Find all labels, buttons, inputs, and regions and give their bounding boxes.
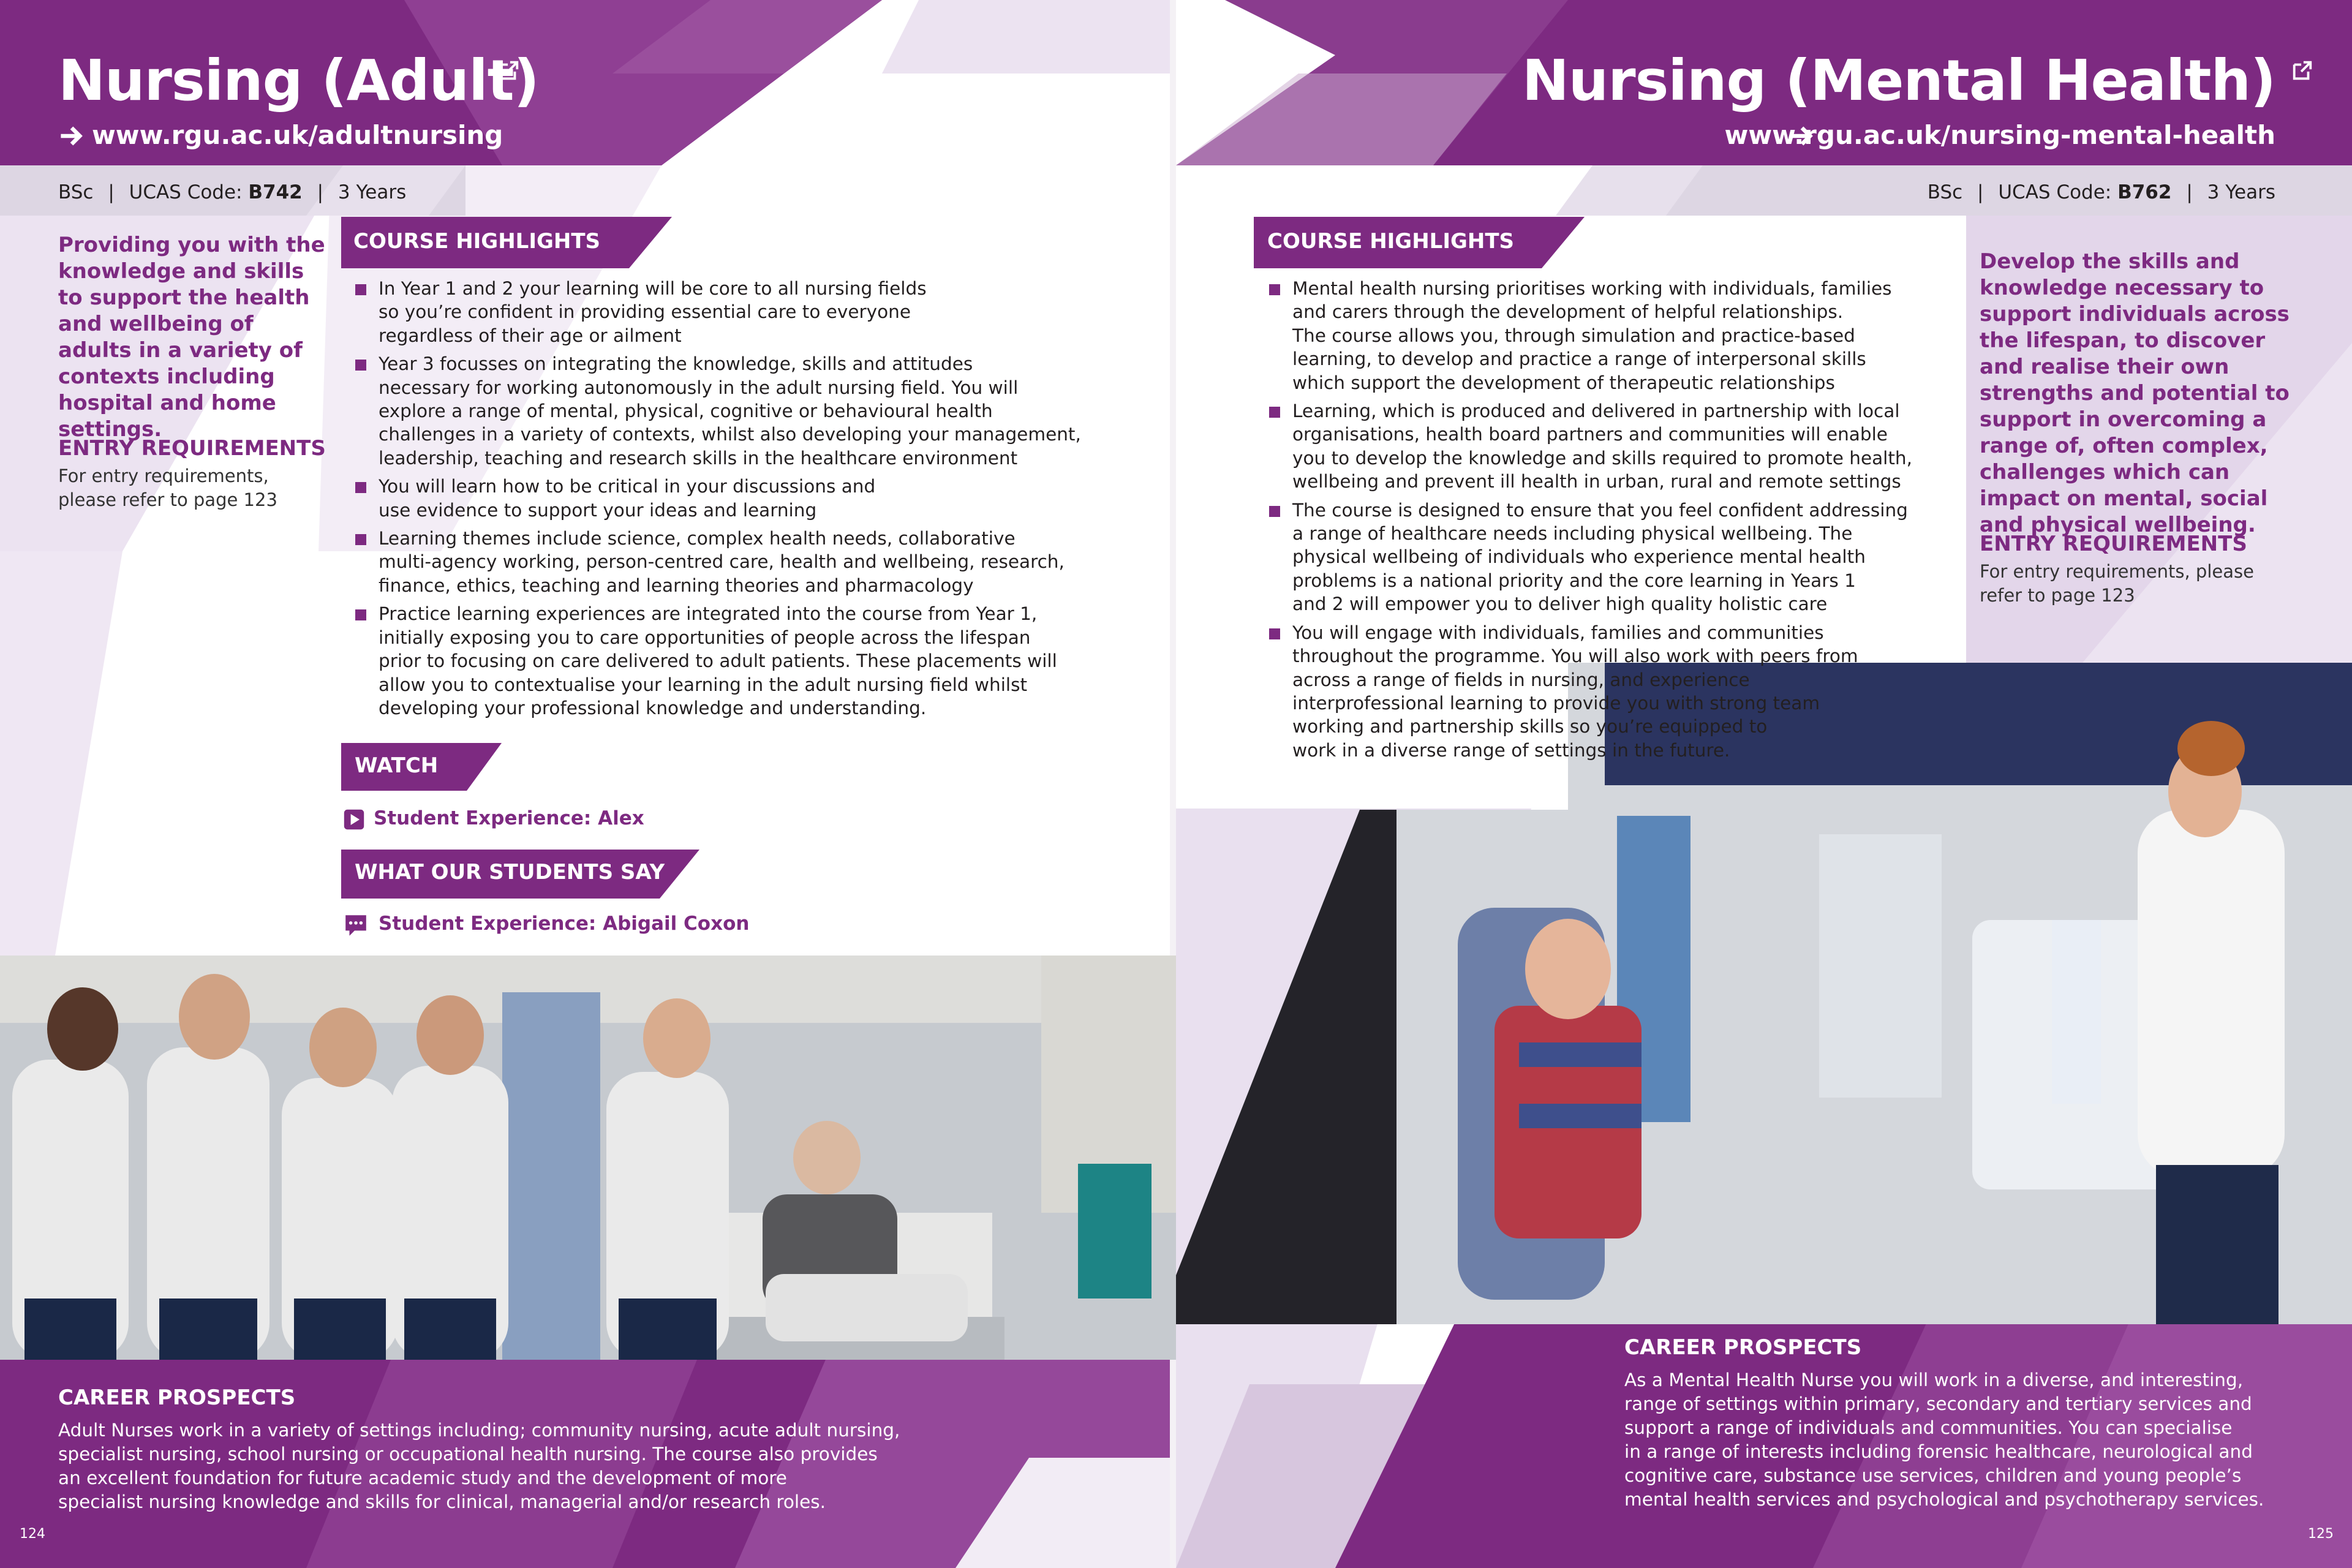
entry-requirements-heading-left: ENTRY REQUIREMENTS: [58, 436, 326, 461]
highlight-item: [355, 602, 1115, 720]
course-highlights-tag-right: COURSE HIGHLIGHTS: [1254, 217, 1585, 268]
highlight-item: [355, 352, 1115, 470]
highlight-text: Mental health nursing prioritises working with individuals, families and carers through the development of helpful relationships. The course allows you, through simulation and practice-based learning, to develop and practice a range of interpersonal skills which support the development of therapeutic relationships: [1292, 278, 1892, 393]
square-bullet-icon: [355, 482, 366, 493]
students-say-tag: WHAT OUR STUDENTS SAY: [341, 850, 699, 901]
square-bullet-icon: [1269, 628, 1280, 639]
career-prospects-text-right: As a Mental Health Nurse you will work in a diverse, and interesting, range of settings within primary, secondary and tertiary services and support a range of individuals and communities. You can specialise in a range of interests including forensic healthcare, neurological and cognitive care, substance use services, children and young people’s mental health services and psychological and psychotherapy services.: [1624, 1370, 2264, 1510]
highlight-text: The course is designed to ensure that you feel confident addressing a range of healthcare needs including physical wellbeing. The physical wellbeing of individuals who experience mental health problems is a national priority and the core learning in Years 1 and 2 will empower you to deliver high quality holistic care: [1292, 499, 1908, 615]
course-highlights-list-left: [355, 277, 1115, 725]
ucas-code: B742: [248, 181, 303, 203]
course-highlights-list-right: [1269, 277, 1967, 767]
ucas-label: UCAS Code:: [1998, 181, 2112, 203]
page-number-left: 124: [20, 1526, 45, 1542]
highlight-text: Learning, which is produced and delivered in partnership with local organisations, health board partners and communities will enable you to develop the knowledge and skills required to promote health, wellbeing and prevent ill health in urban, rural and remote settings: [1292, 401, 1913, 492]
course-intro-right: Develop the skills and knowledge necessary to support individuals across the lifespan, to discover and realise their own strengths and potential to support in overcoming a range of, often complex, challenges which can impact on mental, social and physical wellbeing.: [1980, 249, 2290, 537]
highlight-text: You will learn how to be critical in your discussions and use evidence to support your ideas and learning: [379, 476, 876, 521]
square-bullet-icon: [1269, 284, 1280, 295]
course-intro-left: Providing you with the knowledge and skills to support the health and wellbeing of adults in a variety of contexts including hospital and home settings.: [58, 233, 325, 442]
students-say-link-abigail[interactable]: Student Experience: Abigail Coxon: [379, 913, 750, 935]
course-url-left[interactable]: www.rgu.ac.uk/adultnursing: [92, 120, 503, 150]
highlight-item: [355, 475, 1115, 522]
career-prospects-heading-right: CAREER PROSPECTS: [1624, 1335, 1862, 1360]
play-icon[interactable]: [343, 809, 365, 831]
square-bullet-icon: [355, 534, 366, 545]
course-code-bar-right: BSc | UCAS Code: B762 | 3 Years: [1927, 181, 2275, 203]
square-bullet-icon: [355, 360, 366, 371]
chat-bubble-icon[interactable]: [343, 913, 369, 938]
square-bullet-icon: [355, 609, 366, 620]
photo-adult-nursing-ward: [0, 956, 1176, 1360]
highlight-text: In Year 1 and 2 your learning will be core to all nursing fields so you’re confident in providing essential care to everyone regardless of their age or ailment: [379, 278, 927, 346]
page-number-right: 125: [2308, 1526, 2334, 1542]
square-bullet-icon: [1269, 506, 1280, 517]
entry-requirements-text-left: For entry requirements, please refer to page 123: [58, 466, 277, 510]
external-link-icon[interactable]: [497, 59, 521, 82]
highlight-text: Learning themes include science, complex health needs, collaborative multi-agency working, person-centred care, health and wellbeing, research, finance, ethics, teaching and learning theories and pharmacology: [379, 528, 1065, 596]
arrow-right-icon: [58, 123, 85, 149]
entry-requirements-heading-right: ENTRY REQUIREMENTS: [1980, 532, 2247, 556]
ucas-label: UCAS Code:: [129, 181, 243, 203]
highlight-text: You will engage with individuals, families and communities throughout the programme. You will also work with peers from across a range of fields in nursing, and experience interprofessional learning to provide you with strong team working and partnership skills so you’re equipped to work in a diverse range of settings in the future.: [1292, 622, 1858, 761]
highlight-item: [355, 527, 1115, 597]
degree-label: BSc: [58, 181, 94, 203]
course-highlights-tag-left: COURSE HIGHLIGHTS: [341, 217, 672, 268]
external-link-icon[interactable]: [2291, 59, 2314, 82]
career-prospects-heading-left: CAREER PROSPECTS: [58, 1385, 296, 1410]
page-title-right: Nursing (Mental Health): [1521, 48, 2275, 113]
degree-label: BSc: [1927, 181, 1963, 203]
entry-requirements-text-right: For entry requirements, please refer to page 123: [1980, 561, 2254, 606]
page-title-left: Nursing (Adult): [58, 48, 539, 113]
course-url-right[interactable]: www.rgu.ac.uk/nursing-mental-health: [1724, 120, 2275, 150]
duration: 3 Years: [2207, 181, 2275, 203]
highlight-text: Practice learning experiences are integrated into the course from Year 1, initially exposing you to care opportunities of people across the lifespan prior to focusing on care delivered to adult patients. These placements will allow you to contextualise your learning in the adult nursing field whilst developing your professional knowledge and understanding.: [379, 603, 1057, 718]
highlight-text: Year 3 focusses on integrating the knowledge, skills and attitudes necessary for working autonomously in the adult nursing field. You will explore a range of mental, physical, cognitive or behavioural health challenges in a variety of contexts, whilst also developing your management, leadership, teaching and research skills in the healthcare environment: [379, 353, 1081, 469]
watch-link-alex[interactable]: Student Experience: Alex: [374, 807, 644, 829]
square-bullet-icon: [1269, 407, 1280, 418]
duration: 3 Years: [337, 181, 407, 203]
square-bullet-icon: [355, 284, 366, 295]
highlight-item: [355, 277, 1115, 347]
highlight-item: [1269, 621, 1967, 762]
highlight-item: [1269, 277, 1967, 394]
course-code-bar-left: BSc | UCAS Code: B742 | 3 Years: [58, 181, 407, 203]
career-prospects-text-left: Adult Nurses work in a variety of settings including; community nursing, acute adult nursing, specialist nursing, school nursing or occupational health nursing. The course also provides an excellent foundation for future academic study and the development of more specialist nursing knowledge and skills for clinical, managerial and/or research roles.: [58, 1420, 900, 1512]
ucas-code: B762: [2117, 181, 2172, 203]
highlight-item: [1269, 499, 1967, 616]
watch-tag: WATCH: [341, 743, 502, 794]
highlight-item: [1269, 399, 1967, 494]
